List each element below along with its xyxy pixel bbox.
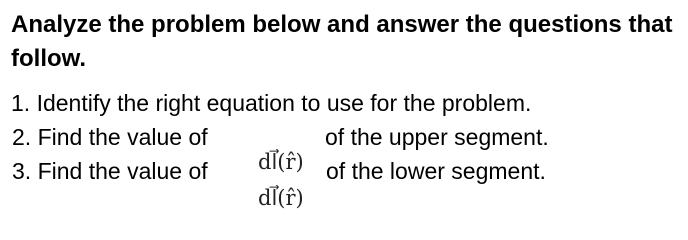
question-3-suffix: of the lower segment. [326, 158, 546, 184]
instruction-heading-line-1: Analyze the problem below and answer the questions that [11, 11, 673, 38]
question-2-prefix: 2. Find the value of [12, 124, 208, 150]
question-3-prefix: 3. Find the value of [12, 158, 208, 184]
math-expression-upper: dl⃗(r̂) [258, 150, 304, 174]
question-1: 1. Identify the right equation to use for the problem. [11, 90, 532, 116]
instruction-heading-line-2: follow. [11, 45, 87, 72]
question-2-suffix: of the upper segment. [325, 124, 549, 150]
math-expression-lower: dl⃗(r̂) [258, 186, 304, 210]
